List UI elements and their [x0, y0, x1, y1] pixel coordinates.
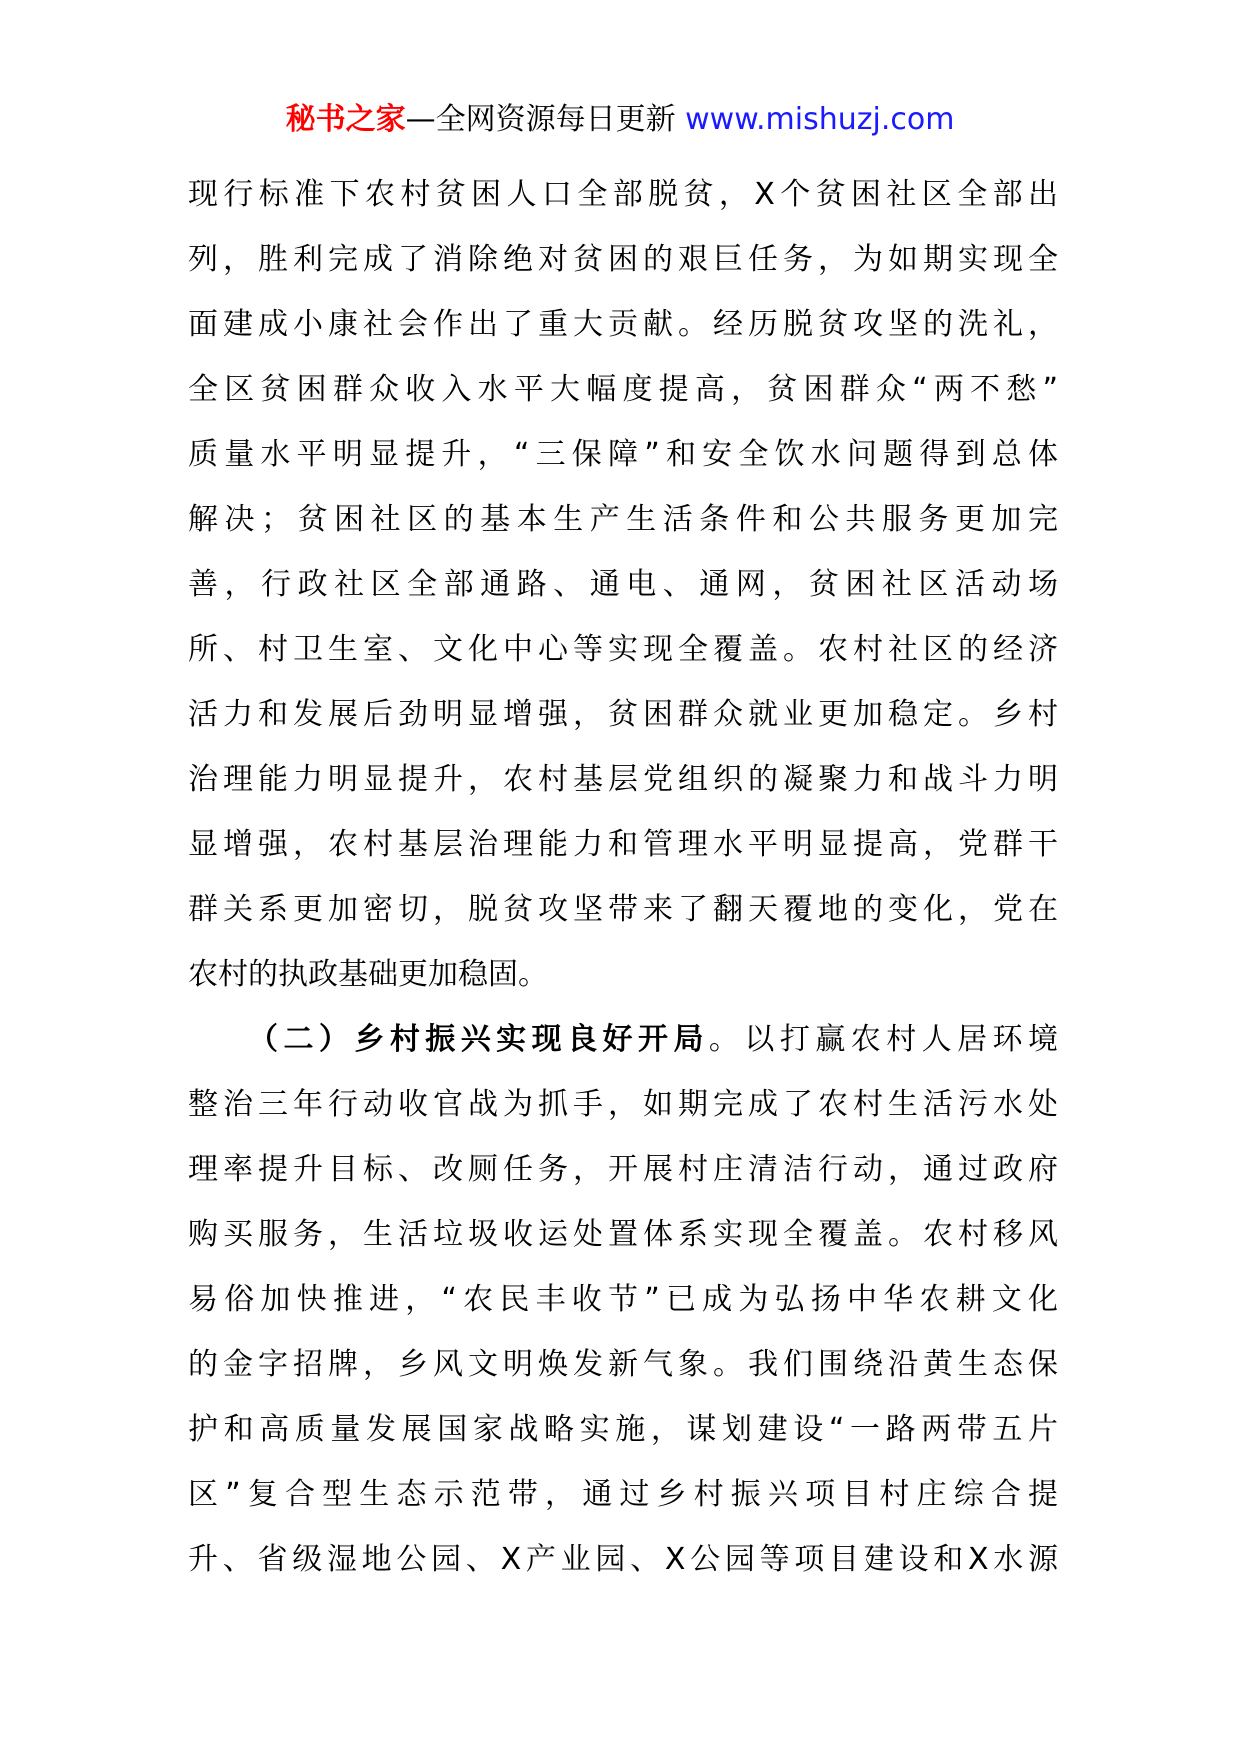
text-line: 解决；贫困社区的基本生产生活条件和公共服务更加完: [188, 502, 1058, 537]
paragraph-1: [188, 162, 1058, 1007]
text-line: 护和高质量发展国家战略实施，谋划建设“一路两带五片: [188, 1412, 1058, 1447]
page-header: [0, 100, 1240, 140]
text-line: 易俗加快推进，“农民丰收节”已成为弘扬中华农耕文化: [188, 1282, 1058, 1317]
text-line: 所、村卫生室、文化中心等实现全覆盖。农村社区的经济: [188, 632, 1058, 667]
text-line: 区”复合型生态示范带，通过乡村振兴项目村庄综合提: [188, 1477, 1058, 1512]
site-url-link[interactable]: www.mishuzj.com: [685, 102, 955, 137]
text-line: 质量水平明显提升，“三保障”和安全饮水问题得到总体: [188, 437, 1058, 472]
text-line: 显增强，农村基层治理能力和管理水平明显提高，党群干: [188, 827, 1058, 862]
text-line: 善，行政社区全部通路、通电、通网，贫困社区活动场: [188, 567, 1058, 602]
text-line: 理率提升目标、改厕任务，开展村庄清洁行动，通过政府: [188, 1152, 1058, 1187]
text-line: 购买服务，生活垃圾收运处置体系实现全覆盖。农村移风: [188, 1217, 1058, 1252]
text-line: 农村的执政基础更加稳固。: [188, 957, 548, 992]
brand-name: 秘书之家: [285, 102, 406, 137]
text-line: 治理能力明显提升，农村基层党组织的凝聚力和战斗力明: [188, 762, 1058, 797]
text-line: 列，胜利完成了消除绝对贫困的艰巨任务，为如期实现全: [188, 242, 1058, 277]
text-line: [188, 1007, 1058, 1072]
section-heading: （二）乡村振兴实现良好开局: [248, 1022, 709, 1057]
text-line: 整治三年行动收官战为抓手，如期完成了农村生活污水处: [188, 1087, 1058, 1122]
paragraph-2: [188, 1007, 1058, 1592]
heading-line-rest: 。以打赢农村人居环境: [708, 1022, 1059, 1057]
text-line: 活力和发展后劲明显增强，贫困群众就业更加稳定。乡村: [188, 697, 1058, 732]
text-line: 升、省级湿地公园、X产业园、X公园等项目建设和X水源: [188, 1542, 1058, 1577]
text-line: 全区贫困群众收入水平大幅度提高，贫困群众“两不愁”: [188, 372, 1058, 407]
document-body: [188, 162, 1058, 1592]
text-line: 现行标准下农村贫困人口全部脱贫，X个贫困社区全部出: [188, 177, 1058, 212]
text-line: 的金字招牌，乡风文明焕发新气象。我们围绕沿黄生态保: [188, 1347, 1058, 1382]
text-line: 面建成小康社会作出了重大贡献。经历脱贫攻坚的洗礼，: [188, 307, 1058, 342]
text-line: 群关系更加密切，脱贫攻坚带来了翻天覆地的变化，党在: [188, 892, 1058, 927]
header-tagline: —全网资源每日更新: [405, 102, 676, 137]
